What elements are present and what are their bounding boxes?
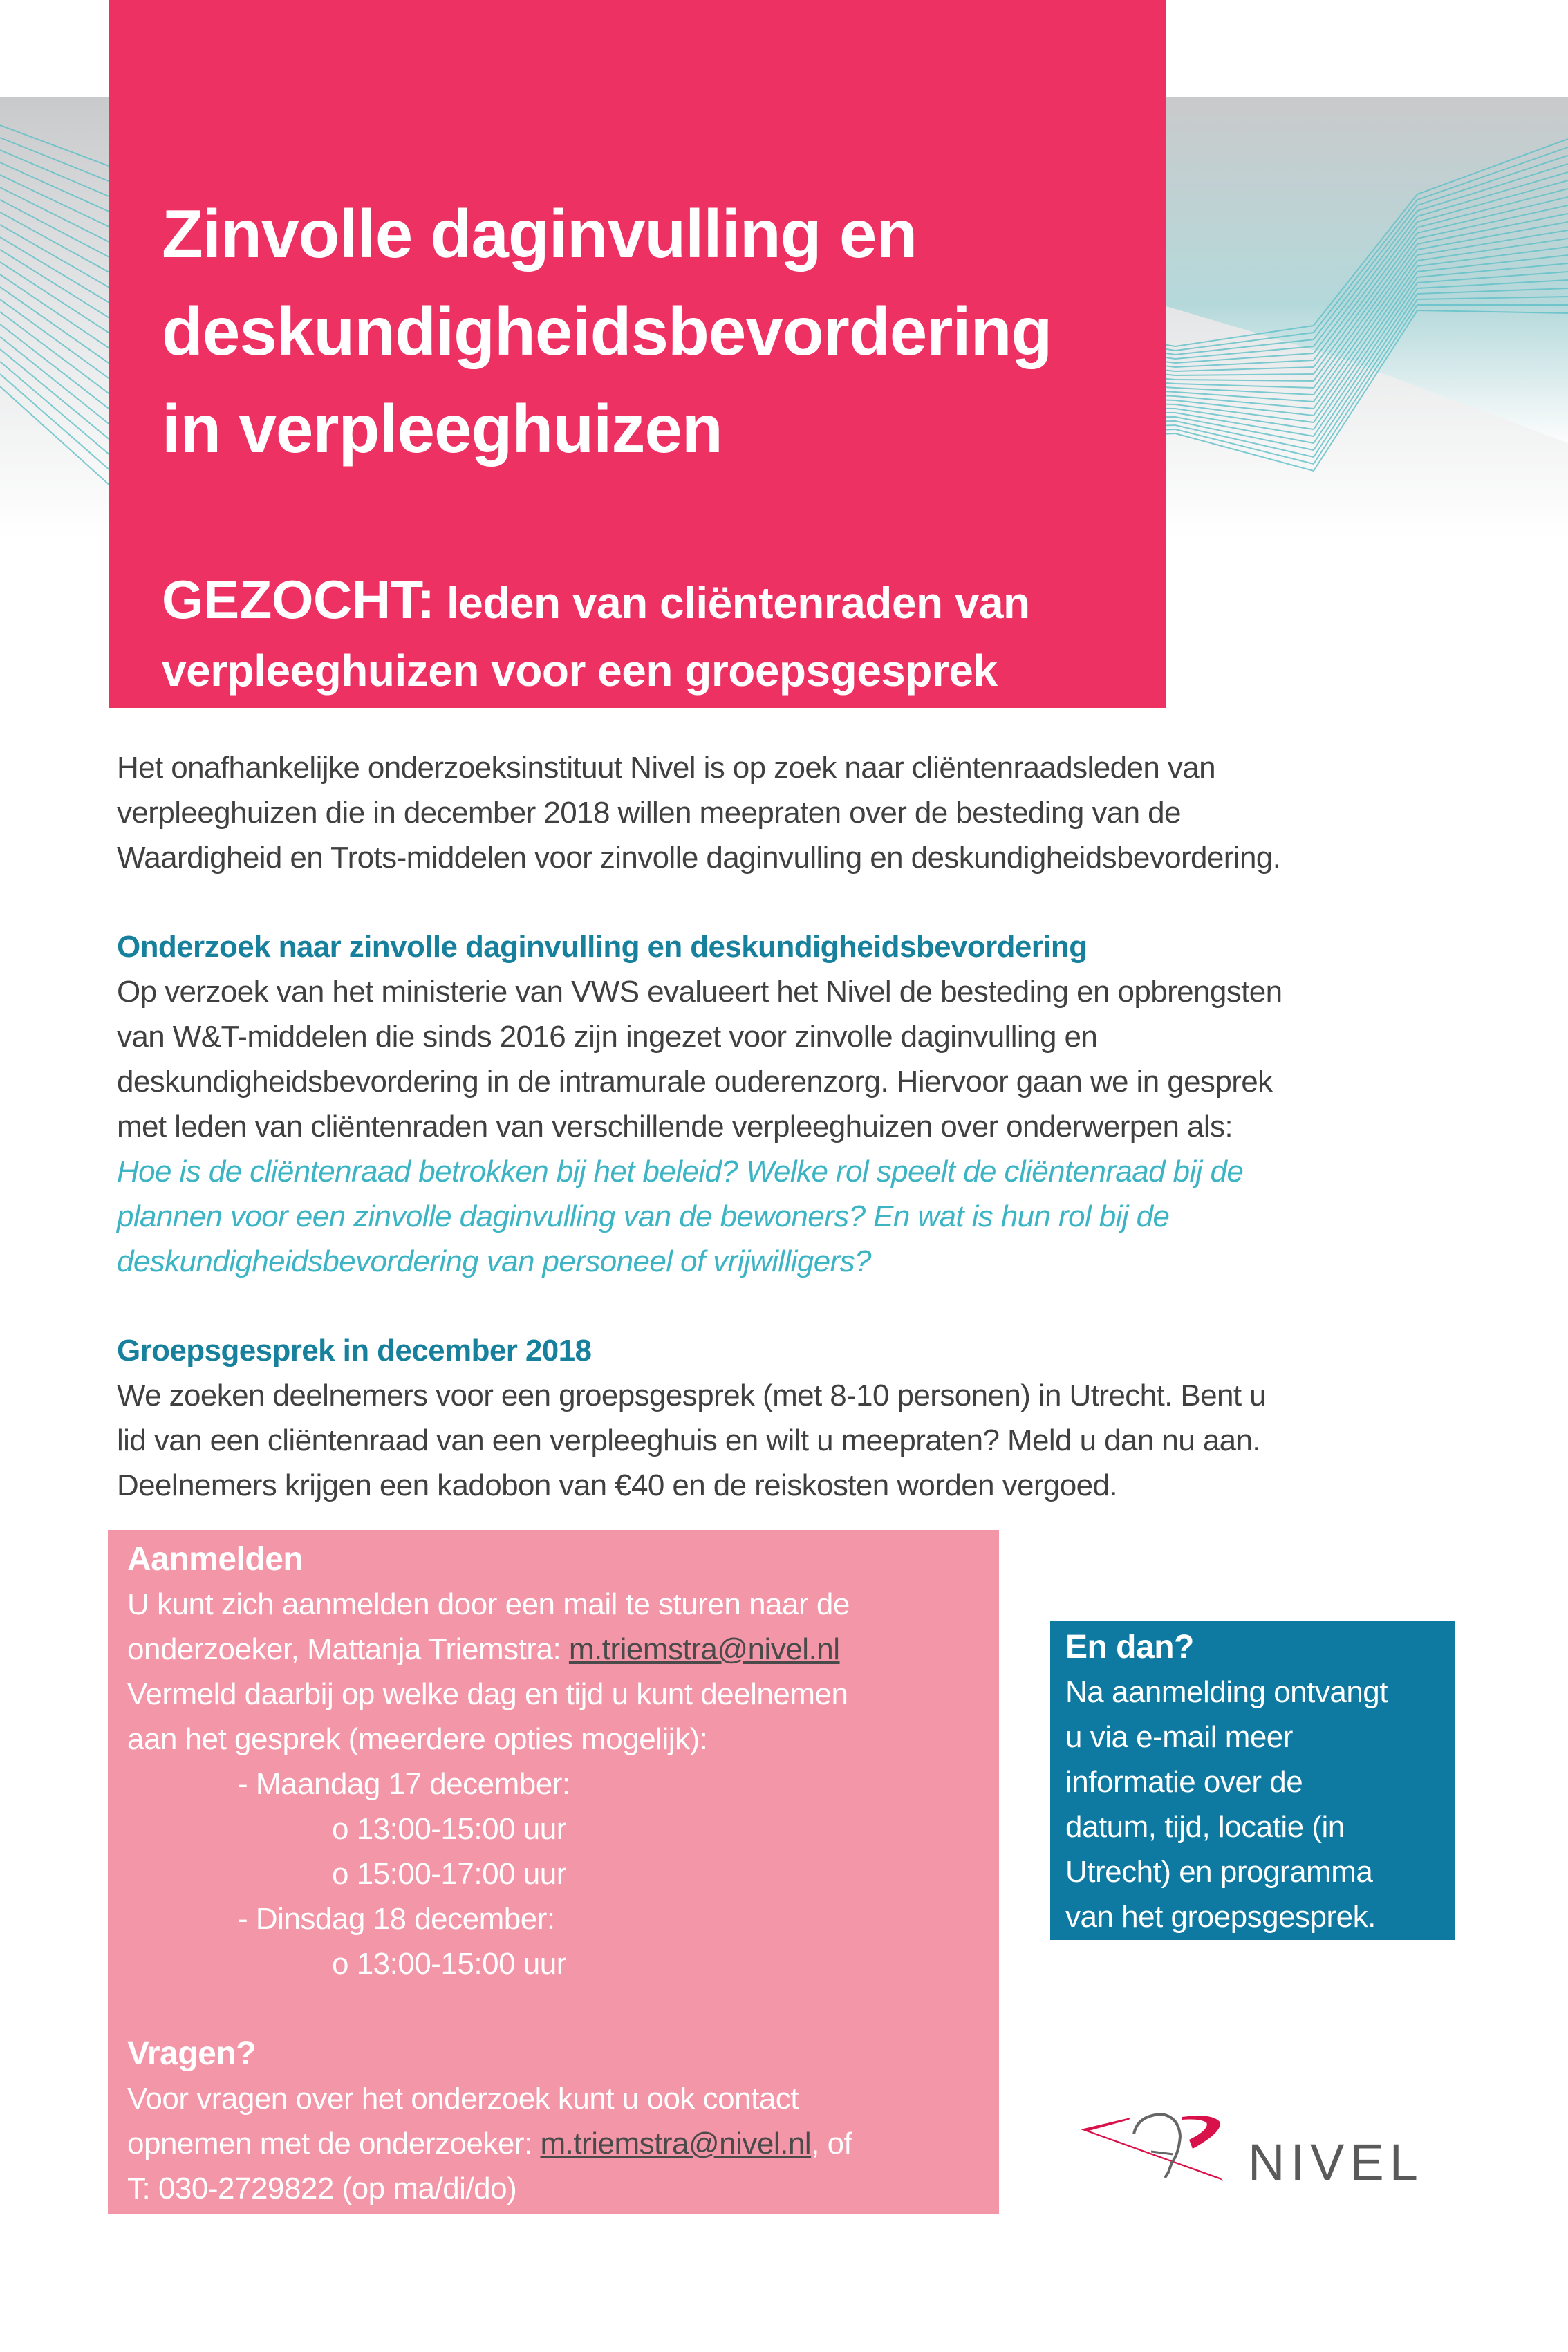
aanmelden-heading: Aanmelden (127, 1541, 304, 1578)
text-line: met leden van cliëntenraden van verschillende verpleeghuizen over onderwerpen als: (117, 1110, 1233, 1144)
text-line: deskundigheidsbevordering in de intramurale ouderenzorg. Hiervoor gaan we in gesprek (117, 1065, 1273, 1099)
subtitle-line: leden van cliëntenraden van (434, 578, 1030, 628)
section-onderzoek (117, 924, 1282, 1284)
text-line: We zoeken deelnemers voor een groepsgesprek (met 8-10 personen) in Utrecht. Bent u (117, 1379, 1267, 1412)
text-line: aan het gesprek (meerdere opties mogelijk): (127, 1722, 708, 1756)
text-line: Vermeld daarbij op welke dag en tijd u kunt deelnemen (127, 1677, 848, 1711)
page-title (162, 185, 1052, 478)
text-line: lid van een cliëntenraad van een verpleeghuis en wilt u meepraten? Meld u dan nu aan. (117, 1424, 1260, 1457)
question-line: deskundigheidsbevordering van personeel of vrijwilligers? (117, 1244, 871, 1278)
text-line: informatie over de (1065, 1765, 1303, 1799)
day-option: - Dinsdag 18 december: (238, 1902, 555, 1936)
text-line: datum, tijd, locatie (in (1065, 1810, 1345, 1844)
day-option: - Maandag 17 december: (238, 1767, 570, 1801)
nivel-logo-text: NIVEL (1248, 2134, 1424, 2191)
text-line: onderzoeker, Mattanja Triemstra: (127, 1632, 569, 1666)
question-line: plannen voor een zinvolle daginvulling van de bewoners? En wat is hun rol bij de (117, 1200, 1170, 1233)
en-dan-heading: En dan? (1065, 1629, 1194, 1665)
title-line: Zinvolle daginvulling en (162, 196, 917, 272)
text-line: , of (811, 2127, 852, 2160)
aanmelden-box (108, 1530, 999, 2214)
hero-banner (109, 0, 1166, 708)
section-heading: Groepsgesprek in december 2018 (117, 1334, 592, 1368)
time-slot: o 15:00-17:00 uur (332, 1857, 566, 1891)
en-dan-box (1050, 1621, 1455, 1940)
text-line: Het onafhankelijke onderzoeksinstituut Nivel is op zoek naar cliëntenraadsleden van (117, 751, 1215, 785)
question-line: Hoe is de cliëntenraad betrokken bij het beleid? Welke rol speelt de cliëntenraad bij de (117, 1155, 1244, 1188)
text-line: van het groepsgesprek. (1065, 1900, 1376, 1934)
text-line: Op verzoek van het ministerie van VWS evalueert het Nivel de besteding en opbrengsten (117, 975, 1282, 1009)
title-line: in verpleeghuizen (162, 391, 722, 467)
time-slot: o 13:00-15:00 uur (332, 1947, 566, 1981)
text-line: verpleeghuizen die in december 2018 willen meepraten over de besteding van de (117, 796, 1181, 830)
text-line: Voor vragen over het onderzoek kunt u ook contact (127, 2082, 799, 2116)
text-line: opnemen met de onderzoeker: (127, 2127, 541, 2160)
text-line: Deelnemers krijgen een kadobon van €40 en de reiskosten worden vergoed. (117, 1468, 1118, 1502)
email-link[interactable]: m.triemstra@nivel.nl (568, 1632, 840, 1666)
text-line: Waardigheid en Trots-middelen voor zinvolle daginvulling en deskundigheidsbevordering. (117, 841, 1281, 875)
subtitle-lead: GEZOCHT: (162, 569, 435, 630)
section-groepsgesprek (117, 1328, 1266, 1508)
email-link[interactable]: m.triemstra@nivel.nl (540, 2127, 812, 2160)
text-line: u via e-mail meer (1065, 1720, 1293, 1754)
vragen-heading: Vragen? (127, 2035, 256, 2072)
text-line: U kunt zich aanmelden door een mail te sturen naar de (127, 1587, 850, 1621)
phone-line: T: 030-2729822 (op ma/di/do) (127, 2172, 517, 2205)
time-slot: o 13:00-15:00 uur (332, 1812, 566, 1846)
text-line: Na aanmelding ontvangt (1065, 1675, 1388, 1709)
section-heading: Onderzoek naar zinvolle daginvulling en deskundigheidsbevordering (117, 930, 1088, 964)
text-line: van W&T-middelen die sinds 2016 zijn ingezet voor zinvolle daginvulling en (117, 1020, 1098, 1054)
subtitle (162, 566, 1030, 704)
subtitle-line: verpleeghuizen voor een groepsgesprek (162, 646, 998, 696)
intro-paragraph (117, 745, 1280, 880)
title-line: deskundigheidsbevordering (162, 293, 1052, 369)
text-line: Utrecht) en programma (1065, 1855, 1373, 1889)
